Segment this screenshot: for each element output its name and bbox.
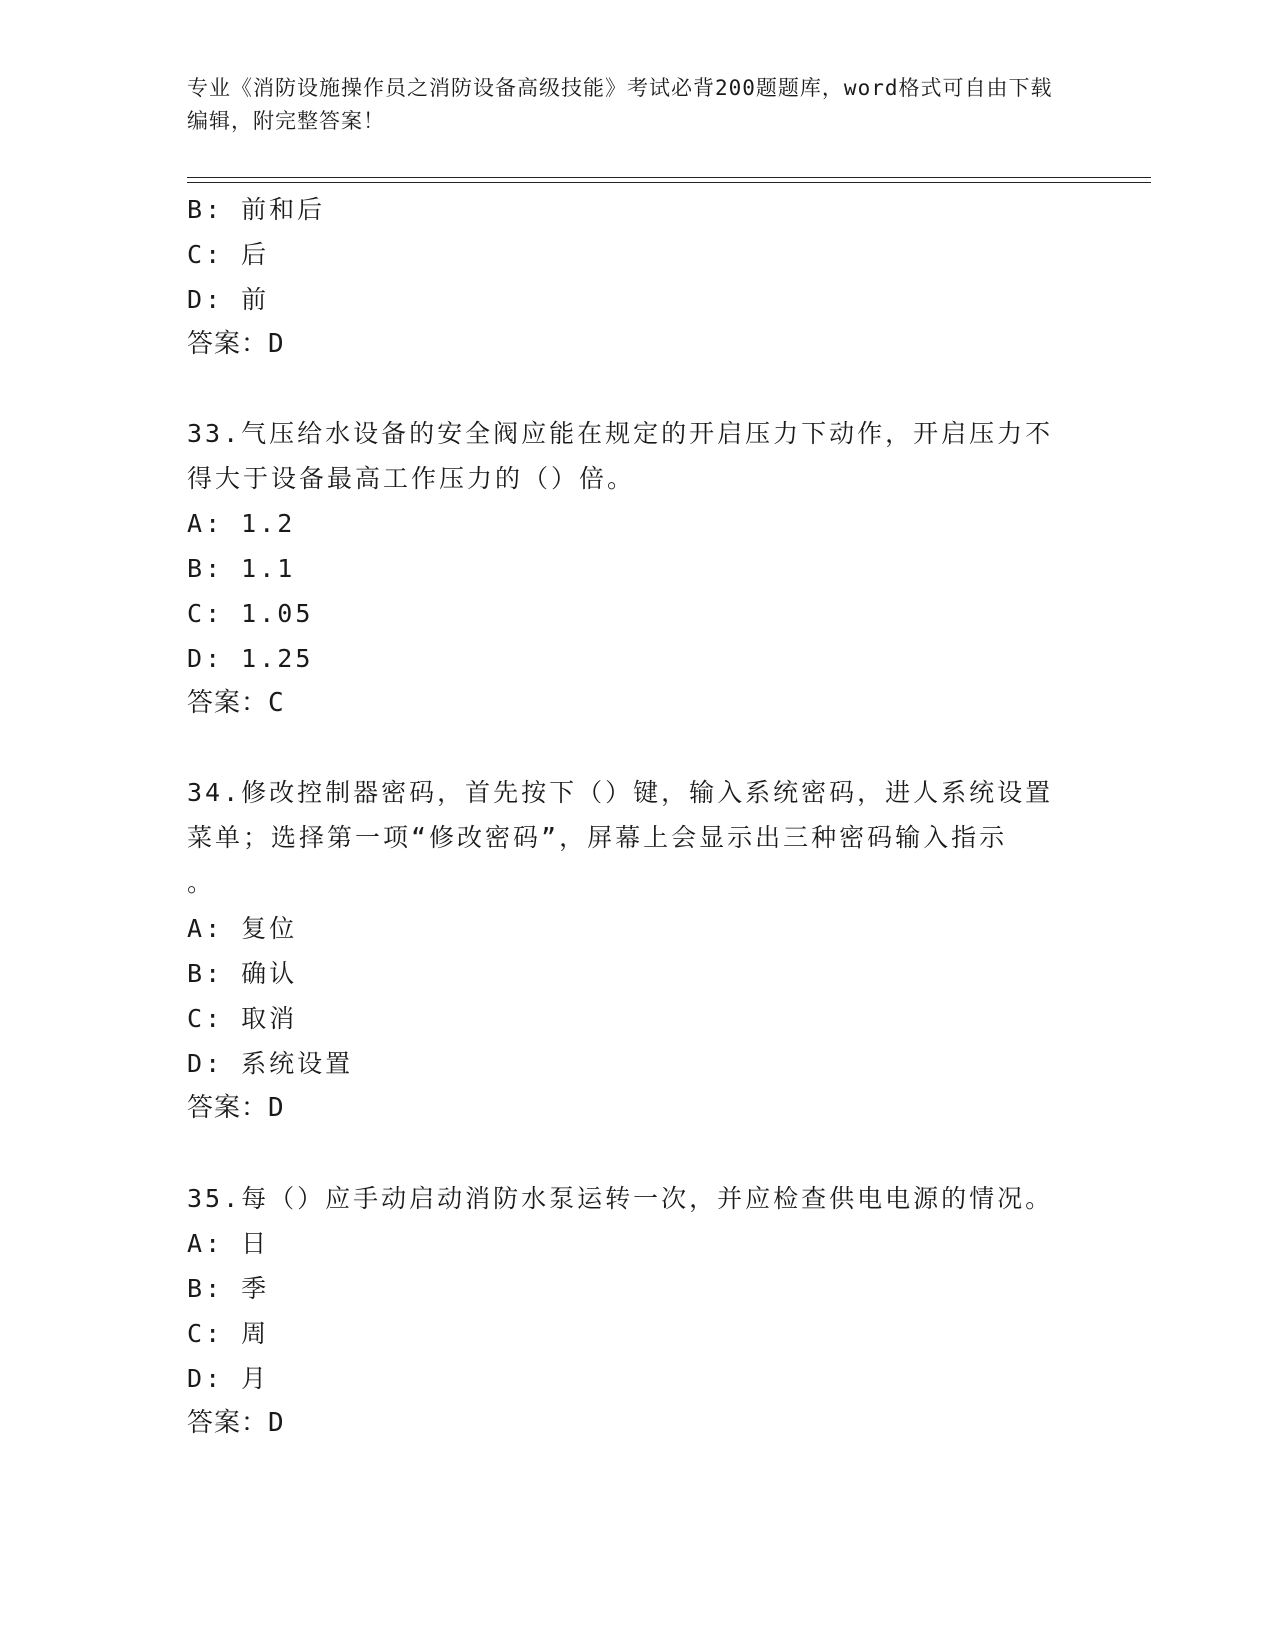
question-34-stem-line-2: 菜单；选择第一项“修改密码”，屏幕上会显示出三种密码输入指示 xyxy=(187,823,1008,852)
question-33-option-d: D: 1.25 xyxy=(187,644,314,673)
question-33-option-c: C: 1.05 xyxy=(187,599,314,628)
header-divider-bottom xyxy=(187,182,1151,183)
question-33-stem-line-1: 33.气压给水设备的安全阀应能在规定的开启压力下动作，开启压力不 xyxy=(187,419,1054,448)
question-33-answer: 答案：C xyxy=(187,688,285,718)
option-b: B: 前和后 xyxy=(187,195,326,224)
question-35-answer: 答案：D xyxy=(187,1408,285,1438)
header-divider-top xyxy=(187,177,1151,178)
option-d: D: 前 xyxy=(187,285,270,314)
question-35-stem-line-1: 35.每（）应手动启动消防水泵运转一次，并应检查供电电源的情况。 xyxy=(187,1184,1054,1213)
question-34-stem-line-1: 34.修改控制器密码，首先按下（）键，输入系统密码，进人系统设置 xyxy=(187,778,1054,807)
question-34-option-a: A: 复位 xyxy=(187,914,298,943)
question-35-option-a: A: 日 xyxy=(187,1229,270,1258)
question-34-option-b: B: 确认 xyxy=(187,959,298,988)
question-35-option-b: B: 季 xyxy=(187,1274,270,1303)
question-34-stem-line-3: 。 xyxy=(187,868,216,897)
question-35-option-c: C: 周 xyxy=(187,1319,270,1348)
document-header: 专业《消防设施操作员之消防设备高级技能》考试必背200题题库，word格式可自由下载编辑，附完整答案！ xyxy=(187,76,1053,133)
question-33-stem-line-2: 得大于设备最高工作压力的（）倍。 xyxy=(187,464,636,493)
question-34-option-d: D: 系统设置 xyxy=(187,1049,354,1078)
answer-line: 答案：D xyxy=(187,329,285,359)
question-33-option-b: B: 1.1 xyxy=(187,554,296,583)
question-33-option-a: A: 1.2 xyxy=(187,509,296,538)
question-34-option-c: C: 取消 xyxy=(187,1004,298,1033)
option-c: C: 后 xyxy=(187,240,270,269)
question-34-answer: 答案：D xyxy=(187,1093,285,1123)
question-35-option-d: D: 月 xyxy=(187,1364,270,1393)
